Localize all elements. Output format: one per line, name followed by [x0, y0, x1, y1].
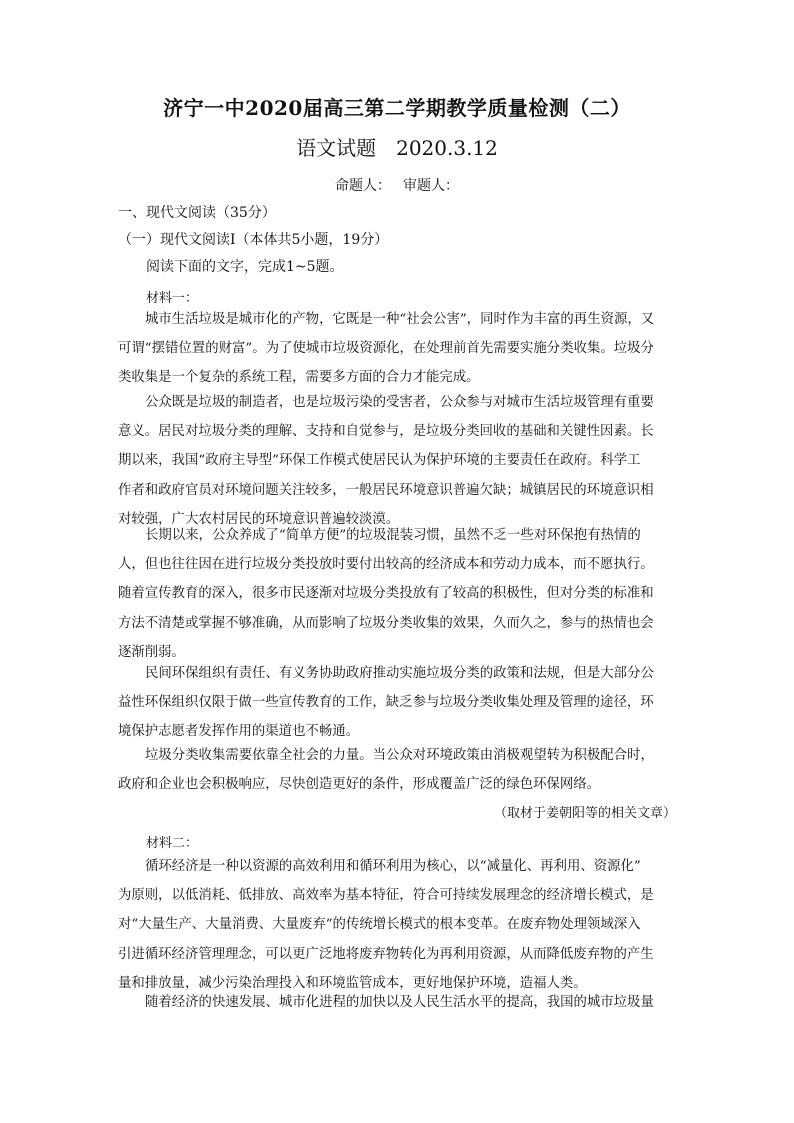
setter-label: 命题人：: [335, 178, 391, 194]
text-line: 随着经济的快速发展、城市化进程的加快以及人民生活水平的提高，我国的城市垃圾量: [145, 995, 654, 1010]
material-one-paragraph-2: [118, 388, 678, 534]
text-line: 垃圾分类收集需要依靠全社会的力量。当公众对环境政策由消极观望转为积极配合时，: [145, 748, 654, 763]
source-citation: （取材于姜朝阳等的相关文章）: [493, 806, 676, 821]
reading-instruction: 阅读下面的文字，完成1~5题。: [146, 259, 344, 275]
text-line: 对“大量生产、大量消费、大量废弃”的传统增长模式的根本变革。在废弃物处理领域深入: [118, 917, 641, 933]
text-line: 方法不清楚或掌握不够准确，从而影响了垃圾分类收集的效果，久而久之，参与的热情也会: [118, 615, 654, 631]
text-line: 人，但也往往因在进行垃圾分类投放时要付出较高的经济成本和劳动力成本，而不愿执行。: [118, 557, 654, 573]
text-line: 循环经济是一种以资源的高效利用和循环利用为核心，以“减量化、再利用、资源化”: [145, 859, 641, 874]
material-one-paragraph-3: [118, 521, 678, 667]
text-line: 随着宣传教育的深入，很多市民逐渐对垃圾分类投放有了较高的积极性，但对分类的标准和: [118, 586, 654, 602]
text-line: 长期以来，公众养成了“简单方便”的垃圾混装习惯，虽然不乏一些对环保抱有热情的: [145, 528, 641, 543]
material-two-label: 材料二：: [146, 836, 199, 851]
text-line: 引进循环经济管理理念，可以更广泛地将废弃物转化为再利用资源，从而降低废弃物的产生: [118, 946, 654, 962]
text-line: 意义。居民对垃圾分类的理解、支持和自觉参与，是垃圾分类回收的基础和关键性因素。长: [118, 424, 654, 440]
text-line: 境保护志愿者发挥作用的渠道也不畅通。: [118, 724, 360, 740]
text-line: 益性环保组织仅限于做一些宣传教育的工作，缺乏参与垃圾分类收集处理及管理的途径，环: [118, 695, 654, 711]
exam-subtitle: [0, 132, 794, 161]
subject-name: 语文试题: [296, 136, 377, 160]
text-line: 可谓“摆错位置的财富”。为了使城市垃圾资源化，在处理前首先需要实施分类收集。垃圾分: [118, 341, 654, 357]
material-two-paragraph-2: [118, 988, 678, 1017]
text-line: 城市生活垃圾是城市化的产物，它既是一种“社会公害”，同时作为丰富的再生资源，又: [145, 312, 655, 327]
text-line: 作者和政府官员对环境问题关注较多，一般居民环境意识普遍欠缺；城镇居民的环境意识相: [118, 482, 654, 498]
text-line: 逐渐削弱。: [118, 644, 185, 660]
material-one-paragraph-5: [118, 741, 678, 799]
reviewer-label: 审题人：: [403, 178, 459, 194]
material-one-label: 材料一：: [146, 291, 199, 306]
text-line: 公众既是垃圾的制造者，也是垃圾污染的受害者，公众参与对城市生活垃圾管理有重要: [145, 395, 654, 410]
exam-title: 济宁一中2020届高三第二学期教学质量检测（二）: [163, 96, 631, 120]
material-two-paragraph-1: [118, 852, 678, 998]
subsection-heading: （一）现代文阅读Ⅰ（本体共5小题，19分）: [118, 232, 389, 248]
byline: [0, 175, 794, 195]
exam-date: 2020.3.12: [396, 136, 498, 160]
text-line: 政府和企业也会积极响应，尽快创造更好的条件，形成覆盖广泛的绿色环保网络。: [118, 777, 601, 793]
text-line: 对较强，广大农村居民的环境意识普遍较淡漠。: [118, 511, 400, 527]
material-one-paragraph-1: [118, 305, 678, 393]
section-heading: 一、现代文阅读（35分）: [118, 205, 276, 221]
material-one-paragraph-4: [118, 659, 678, 747]
text-line: 类收集是一个复杂的系统工程，需要多方面的合力才能完成。: [118, 370, 480, 386]
text-line: 量和排放量，减少污染治理投入和环境监管成本，更好地保护环境，造福人类。: [118, 975, 587, 991]
text-line: 期以来，我国“政府主导型”环保工作模式使居民认为保护环境的主要责任在政府。科学工: [118, 453, 641, 469]
text-line: 民间环保组织有责任、有义务协助政府推动实施垃圾分类的政策和法规，但是大部分公: [145, 666, 654, 681]
text-line: 为原则，以低消耗、低排放、高效率为基本特征，符合可持续发展理念的经济增长模式，是: [118, 888, 654, 904]
